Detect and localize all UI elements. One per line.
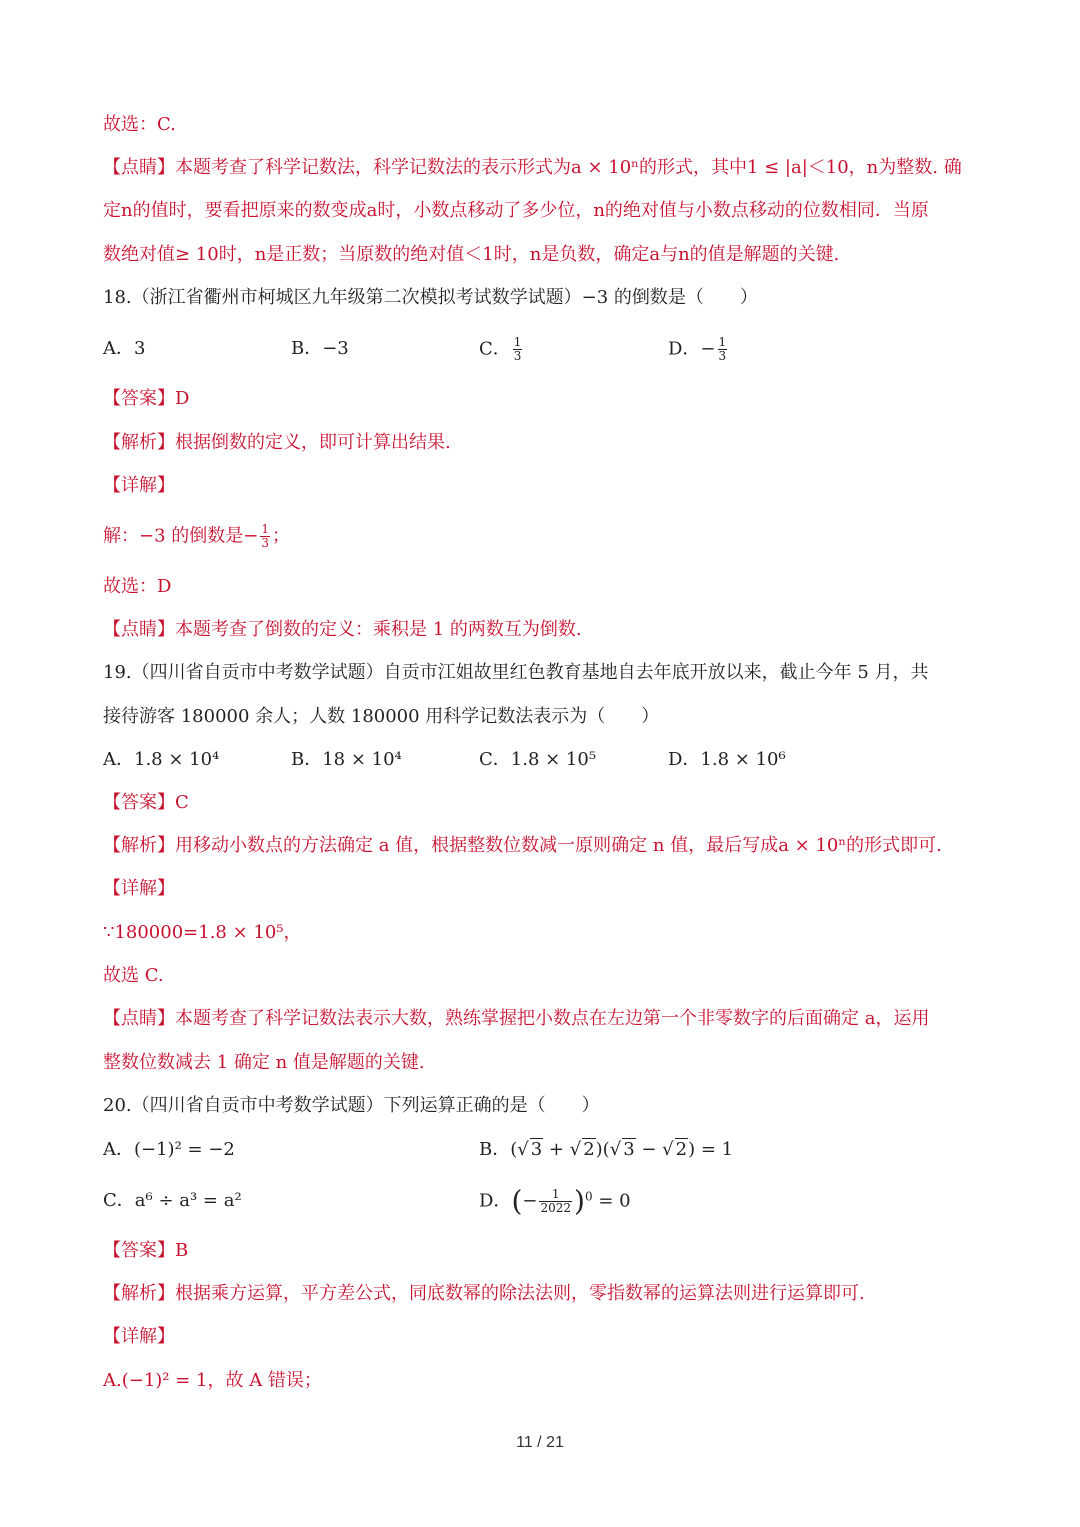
analysis: 【解析】根据乘方运算，平方差公式，同底数幂的除法法则，零指数幂的运算法则进行运算即可.: [103, 1283, 865, 1304]
option-b: B．(√ 3 + √ 2)(√ 3 − √ 2) = 1: [479, 1139, 734, 1160]
option-d: D．(− $\frac{1}{2022}$ )$^0$ = 0: [479, 1184, 631, 1218]
option-c: C．1.8 × 10⁵: [479, 749, 597, 770]
question-18: 18.（浙江省衢州市柯城区九年级第二次模拟考试数学试题）−3 的倒数是（ ）: [103, 287, 758, 308]
fraction: $\frac{1}{3}$: [513, 335, 522, 363]
conclusion: 故选 C.: [103, 965, 164, 986]
text-line: 数绝对值≥ 10时，n是正数；当原数的绝对值＜1时，n是负数，确定a与n的值是解题的关键.: [103, 244, 840, 265]
option-label: D．−: [668, 338, 716, 360]
option-a: A．1.8 × 10⁴: [103, 749, 220, 770]
answer: 【答案】B: [103, 1240, 189, 1261]
page-number: 11 / 21: [516, 1434, 564, 1451]
option-b: B．18 × 10⁴: [291, 749, 402, 770]
option-a: A．3: [103, 338, 146, 359]
option-c: [479, 336, 524, 363]
option-label: C．: [479, 338, 511, 360]
answer: 【答案】D: [103, 388, 190, 409]
analysis: 【解析】用移动小数点的方法确定 a 值，根据整数位数减一原则确定 n 值，最后写成a × 10ⁿ的形式即可.: [103, 835, 942, 856]
option-d: [668, 336, 729, 363]
detail-heading: 【详解】: [103, 475, 175, 496]
solution: A.(−1)² = 1，故 A 错误；: [103, 1370, 322, 1391]
detail-heading: 【详解】: [103, 878, 175, 899]
fraction: $\frac{1}{3}$: [718, 335, 727, 363]
question-19-cont: 接待游客 180000 余人；人数 180000 用科学记数法表示为（ ）: [103, 706, 660, 727]
text-line: 【点睛】本题考查了科学记数法，科学记数法的表示形式为a × 10ⁿ的形式，其中1 ≤ |a|＜10，n为整数. 确: [103, 157, 962, 178]
comment: 【点睛】本题考查了倒数的定义：乘积是 1 的两数互为倒数.: [103, 619, 582, 640]
comment-cont: 整数位数减去 1 确定 n 值是解题的关键.: [103, 1052, 425, 1073]
answer: 【答案】C: [103, 792, 189, 813]
conclusion: 故选：D: [103, 576, 172, 597]
fraction: $\frac{1}{3}$: [261, 522, 269, 550]
option-d: D．1.8 × 10⁶: [668, 749, 786, 770]
fraction: $\frac{1}{2022}$: [540, 1187, 572, 1215]
option-b: B．−3: [291, 338, 349, 359]
detail-heading: 【详解】: [103, 1326, 175, 1347]
option-a: A．(−1)² = −2: [103, 1139, 235, 1160]
solution: ∵180000=1.8 × 10⁵，: [103, 922, 302, 943]
analysis: 【解析】根据倒数的定义，即可计算出结果.: [103, 432, 451, 453]
question-19: 19.（四川省自贡市中考数学试题）自贡市江姐故里红色教育基地自去年底开放以来，截止今年 5 月，共: [103, 662, 929, 683]
text-line: 定n的值时，要看把原来的数变成a时，小数点移动了多少位，n的绝对值与小数点移动的位数相同．当原: [103, 200, 929, 221]
option-c: C．a⁶ ÷ a³ = a²: [103, 1190, 242, 1211]
comment: 【点睛】本题考查了科学记数法表示大数，熟练掌握把小数点在左边第一个非零数字的后面确定 a，运用: [103, 1008, 930, 1029]
question-20: 20.（四川省自贡市中考数学试题）下列运算正确的是（ ）: [103, 1095, 600, 1116]
text-line: 故选：C.: [103, 114, 176, 135]
solution: 解：−3 的倒数是− $\frac{1}{3}$ ；: [103, 522, 290, 550]
